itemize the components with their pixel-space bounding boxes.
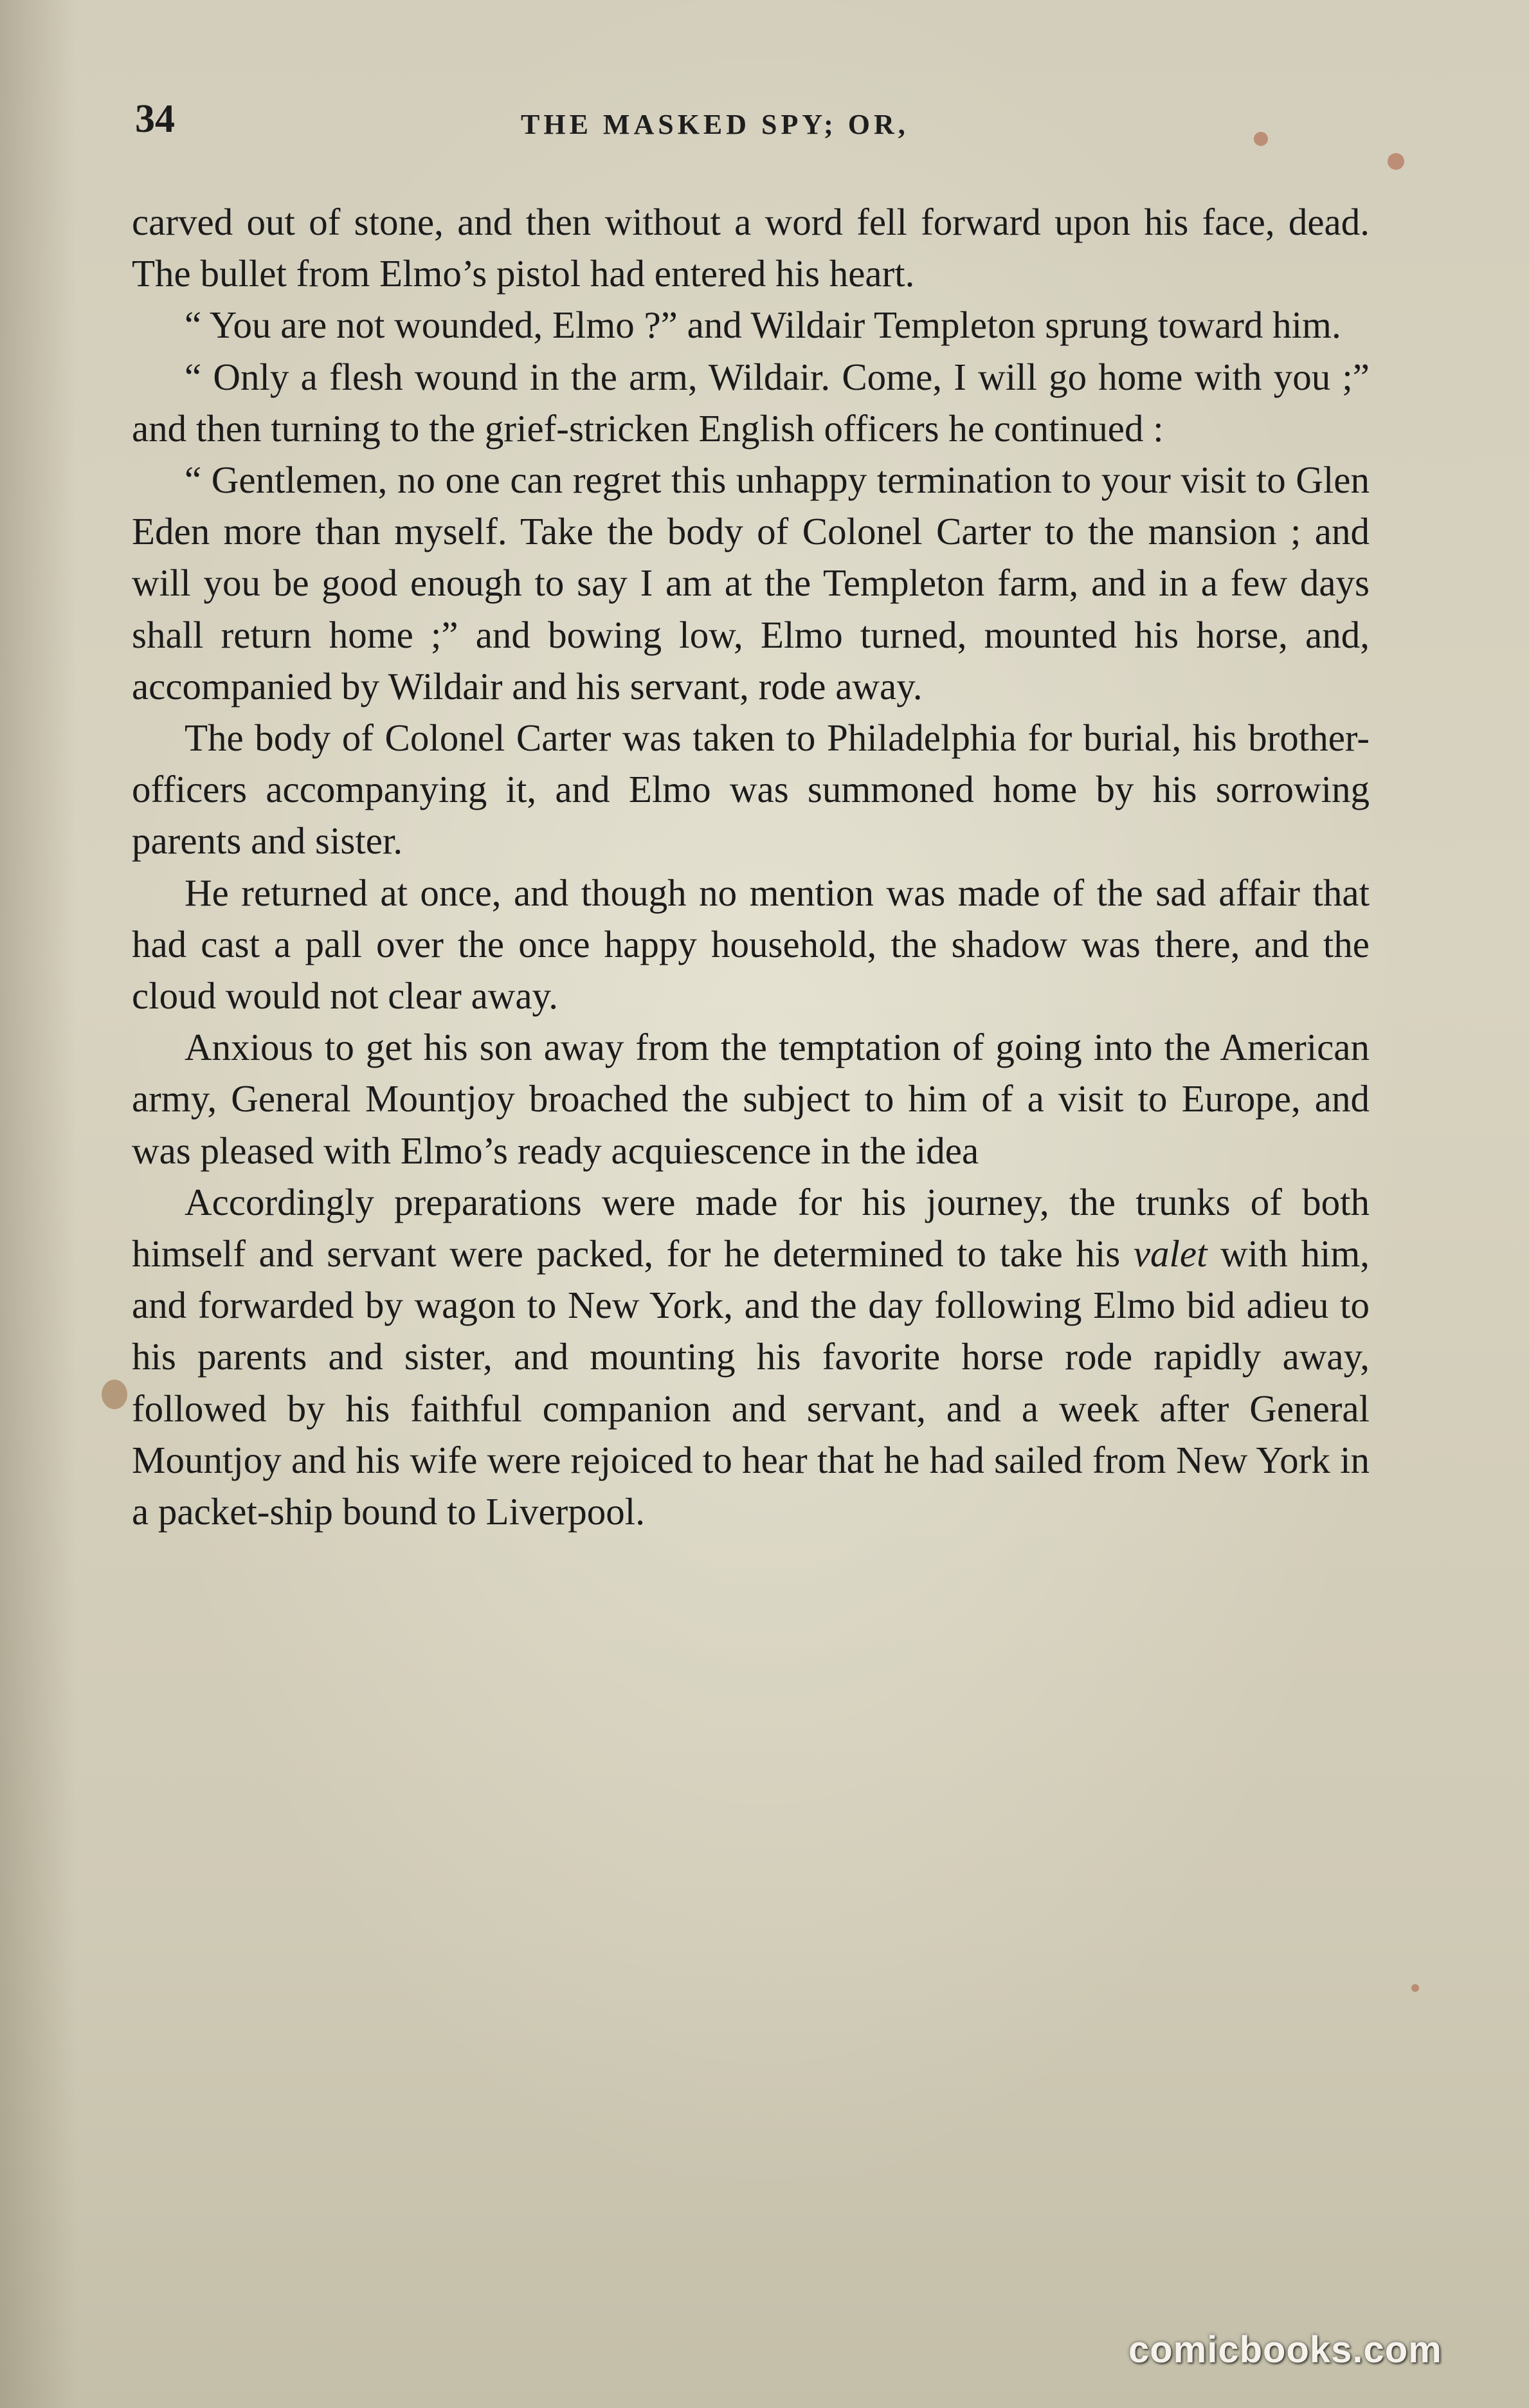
paragraph [132, 454, 1370, 712]
paragraph-text: “ Gentlemen, no one can regret this unhappy termination to your visit to Glen Eden more than myself. Take the body of Colonel Carter to the mansion ; and will you be good enough to say I am at the Templeton farm, and in a few days shall return home ;” and bowing low, Elmo turned, mounted his horse, and, accompanied by Wildair and his servant, rode away. [132, 459, 1370, 707]
show-through-text [148, 1917, 1408, 1968]
foxing-spot [1411, 1984, 1419, 1992]
paragraph-text: “ You are not wounded, Elmo ?” and Wildair Templeton sprung toward him. [185, 304, 1341, 347]
paragraph [132, 1176, 1370, 1537]
paragraph-text: “ Only a flesh wound in the arm, Wildair. Come, I will go home with you ;” and then turning to the grief-stricken English officers he continued : [132, 355, 1370, 450]
foxing-spot [1388, 153, 1404, 170]
running-head: THE MASKED SPY; OR, [521, 109, 909, 140]
paragraph [132, 1021, 1370, 1176]
paragraph-text: Anxious to get his son away from the temptation of going into the American army, General Mountjoy broached the subject to him of a visit to Europe, and was pleased with Elmo’s ready acquiescence in the idea [132, 1026, 1370, 1172]
paragraph [132, 867, 1370, 1022]
paragraph-text: Accordingly preparations were made for his journey, the trunks of both himself and servant were packed, for he determined to take his [132, 1180, 1370, 1275]
paragraph-text: carved out of stone, and then without a word fell forward upon his face, dead. The bullet from Elmo’s pistol had entered his heart. [132, 201, 1370, 295]
body-text [132, 196, 1370, 1537]
paragraph [132, 351, 1370, 454]
paragraph-text: The body of Colonel Carter was taken to Philadelphia for burial, his brother-officers accompanying it, and Elmo was summoned home by his sorrowing parents and sister. [132, 716, 1370, 862]
watermark-logo: comicbooks.com [1128, 2329, 1442, 2371]
page-header [135, 96, 1395, 154]
paragraph-text: with him, and forwarded by wagon to New York, and the day following Elmo bid adieu to his parents and sister, and mounting his favorite horse rode rapidly away, followed by his faithful companion and servant, and a week after General Mountjoy and his wife were rejoiced to hear that he had sailed from New York in a packet-ship bound to Liverpool. [132, 1232, 1370, 1533]
italic-word: valet [1133, 1232, 1208, 1275]
page-number: 34 [135, 97, 175, 141]
page-edge-shadow [0, 0, 77, 2408]
paragraph [132, 196, 1370, 299]
foxing-spot [102, 1380, 127, 1409]
paragraph [132, 299, 1370, 351]
paragraph [132, 712, 1370, 867]
paragraph-text: He returned at once, and though no mention was made of the sad affair that had cast a pall over the once happy household, the shadow was there, and the cloud would not clear away. [132, 871, 1370, 1017]
